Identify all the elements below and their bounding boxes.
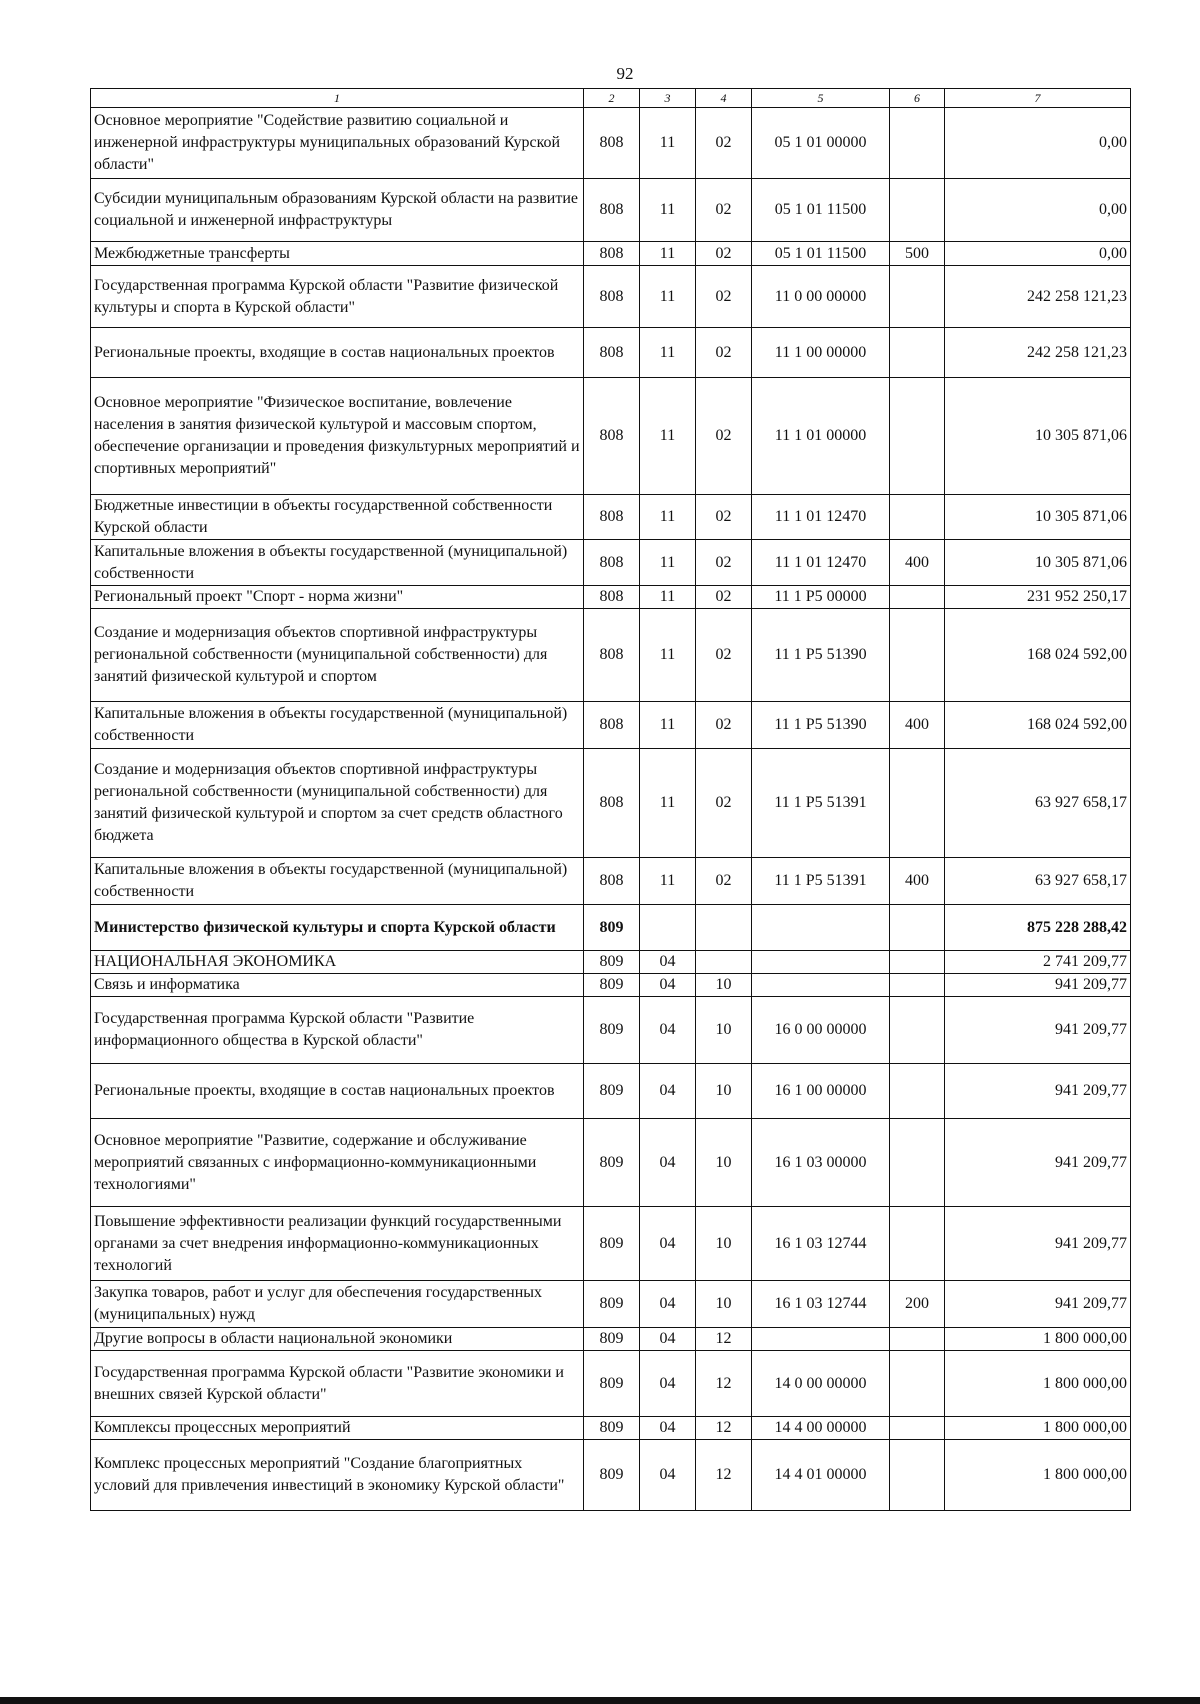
row-amount: 875 228 288,42 (945, 905, 1131, 951)
row-name: Межбюджетные трансферты (91, 242, 584, 266)
row-target-article: 11 0 00 00000 (752, 266, 890, 328)
row-expense-type (890, 749, 945, 858)
row-expense-type (890, 951, 945, 974)
row-amount: 1 800 000,00 (945, 1328, 1131, 1351)
row-ministry-code: 808 (584, 495, 640, 540)
row-expense-type (890, 997, 945, 1064)
row-target-article: 11 1 P5 51390 (752, 702, 890, 749)
row-amount: 231 952 250,17 (945, 586, 1131, 609)
row-expense-type (890, 1119, 945, 1207)
row-target-article: 14 0 00 00000 (752, 1351, 890, 1417)
row-target-article: 16 0 00 00000 (752, 997, 890, 1064)
row-target-article: 11 1 P5 51391 (752, 858, 890, 905)
row-expense-type (890, 1064, 945, 1119)
row-ministry-code: 808 (584, 586, 640, 609)
row-section: 11 (640, 858, 696, 905)
row-target-article: 11 1 P5 51390 (752, 609, 890, 702)
table-row (91, 242, 1131, 266)
row-expense-type (890, 905, 945, 951)
row-ministry-code: 809 (584, 1281, 640, 1328)
row-target-article: 05 1 01 11500 (752, 242, 890, 266)
header-col-1: 1 (91, 89, 584, 108)
row-target-article: 11 1 00 00000 (752, 328, 890, 378)
row-name: Капитальные вложения в объекты государственной (муниципальной) собственности (91, 540, 584, 586)
row-ministry-code: 809 (584, 1351, 640, 1417)
row-ministry-code: 808 (584, 266, 640, 328)
row-subsection (696, 905, 752, 951)
row-target-article: 16 1 03 12744 (752, 1281, 890, 1328)
table-row (91, 702, 1131, 749)
row-target-article: 14 4 01 00000 (752, 1440, 890, 1511)
scan-edge-bar (0, 1697, 1200, 1704)
row-amount: 941 209,77 (945, 1064, 1131, 1119)
row-amount: 941 209,77 (945, 974, 1131, 997)
row-name: Государственная программа Курской области "Развитие физической культуры и спорта в Курской области" (91, 266, 584, 328)
row-subsection: 02 (696, 108, 752, 179)
row-expense-type (890, 495, 945, 540)
row-section: 11 (640, 609, 696, 702)
row-ministry-code: 808 (584, 378, 640, 495)
table-row (91, 1119, 1131, 1207)
row-target-article (752, 905, 890, 951)
row-amount: 0,00 (945, 242, 1131, 266)
row-ministry-code: 809 (584, 1119, 640, 1207)
row-name: Связь и информатика (91, 974, 584, 997)
row-section (640, 905, 696, 951)
row-name: Другие вопросы в области национальной экономики (91, 1328, 584, 1351)
row-section: 04 (640, 1064, 696, 1119)
row-section: 11 (640, 108, 696, 179)
row-target-article: 16 1 00 00000 (752, 1064, 890, 1119)
header-col-2: 2 (584, 89, 640, 108)
row-name: Закупка товаров, работ и услуг для обеспечения государственных (муниципальных) нужд (91, 1281, 584, 1328)
row-subsection: 10 (696, 1207, 752, 1281)
row-subsection: 02 (696, 858, 752, 905)
row-section: 04 (640, 1328, 696, 1351)
row-section: 11 (640, 540, 696, 586)
row-amount: 168 024 592,00 (945, 702, 1131, 749)
table-row (91, 328, 1131, 378)
table-row (91, 495, 1131, 540)
row-amount: 0,00 (945, 179, 1131, 242)
row-amount: 941 209,77 (945, 1207, 1131, 1281)
table-row (91, 749, 1131, 858)
row-amount: 10 305 871,06 (945, 495, 1131, 540)
table-row (91, 1417, 1131, 1440)
row-name: Региональные проекты, входящие в состав национальных проектов (91, 1064, 584, 1119)
row-section: 04 (640, 1207, 696, 1281)
row-subsection: 10 (696, 974, 752, 997)
row-section: 11 (640, 242, 696, 266)
table-row (91, 540, 1131, 586)
row-subsection: 12 (696, 1417, 752, 1440)
row-expense-type (890, 586, 945, 609)
header-col-3: 3 (640, 89, 696, 108)
row-section: 04 (640, 997, 696, 1064)
row-expense-type (890, 1207, 945, 1281)
row-ministry-code: 809 (584, 1064, 640, 1119)
row-amount: 168 024 592,00 (945, 609, 1131, 702)
row-section: 04 (640, 1440, 696, 1511)
row-amount: 1 800 000,00 (945, 1351, 1131, 1417)
table-row (91, 266, 1131, 328)
row-expense-type (890, 609, 945, 702)
row-name: Государственная программа Курской области "Развитие информационного общества в Курской области" (91, 997, 584, 1064)
row-target-article: 05 1 01 00000 (752, 108, 890, 179)
row-ministry-code: 808 (584, 179, 640, 242)
row-amount: 63 927 658,17 (945, 749, 1131, 858)
row-subsection: 02 (696, 266, 752, 328)
row-section: 11 (640, 378, 696, 495)
row-name: Капитальные вложения в объекты государственной (муниципальной) собственности (91, 858, 584, 905)
row-name: Субсидии муниципальным образованиям Курской области на развитие социальной и инженерной инфраструктуры (91, 179, 584, 242)
header-col-6: 6 (890, 89, 945, 108)
row-expense-type: 400 (890, 540, 945, 586)
row-amount: 63 927 658,17 (945, 858, 1131, 905)
row-section: 04 (640, 1119, 696, 1207)
row-section: 04 (640, 951, 696, 974)
row-subsection: 02 (696, 179, 752, 242)
row-amount: 941 209,77 (945, 997, 1131, 1064)
row-name: Капитальные вложения в объекты государственной (муниципальной) собственности (91, 702, 584, 749)
row-expense-type (890, 1328, 945, 1351)
table-row (91, 1351, 1131, 1417)
row-ministry-code: 808 (584, 749, 640, 858)
row-expense-type (890, 108, 945, 179)
row-subsection: 10 (696, 1119, 752, 1207)
row-subsection: 02 (696, 586, 752, 609)
row-section: 11 (640, 266, 696, 328)
row-subsection: 02 (696, 749, 752, 858)
row-subsection (696, 951, 752, 974)
table-row (91, 1207, 1131, 1281)
row-name: Создание и модернизация объектов спортивной инфраструктуры региональной собственности (муниципальной собственности) для занятий физической культурой и спортом (91, 609, 584, 702)
row-subsection: 02 (696, 702, 752, 749)
row-amount: 242 258 121,23 (945, 328, 1131, 378)
row-ministry-code: 808 (584, 540, 640, 586)
row-ministry-code: 808 (584, 609, 640, 702)
row-section: 11 (640, 586, 696, 609)
header-col-5: 5 (752, 89, 890, 108)
row-expense-type (890, 1417, 945, 1440)
table-row (91, 179, 1131, 242)
row-ministry-code: 809 (584, 951, 640, 974)
row-expense-type (890, 266, 945, 328)
row-subsection: 02 (696, 328, 752, 378)
row-expense-type (890, 378, 945, 495)
row-name: Основное мероприятие "Содействие развитию социальной и инженерной инфраструктуры муниципальных образований Курской области" (91, 108, 584, 179)
row-section: 04 (640, 1417, 696, 1440)
row-ministry-code: 809 (584, 974, 640, 997)
row-ministry-code: 808 (584, 328, 640, 378)
table-row (91, 974, 1131, 997)
row-amount: 2 741 209,77 (945, 951, 1131, 974)
row-name: Государственная программа Курской области "Развитие экономики и внешних связей Курской области" (91, 1351, 584, 1417)
row-target-article: 11 1 01 12470 (752, 495, 890, 540)
row-expense-type (890, 1440, 945, 1511)
row-name: Повышение эффективности реализации функций государственными органами за счет внедрения информационно-коммуникационных технологий (91, 1207, 584, 1281)
row-subsection: 10 (696, 997, 752, 1064)
row-expense-type: 400 (890, 858, 945, 905)
row-section: 04 (640, 1351, 696, 1417)
row-ministry-code: 809 (584, 997, 640, 1064)
table-row (91, 997, 1131, 1064)
row-amount: 242 258 121,23 (945, 266, 1131, 328)
row-target-article: 11 1 P5 00000 (752, 586, 890, 609)
row-amount: 1 800 000,00 (945, 1440, 1131, 1511)
row-target-article: 14 4 00 00000 (752, 1417, 890, 1440)
row-name: Комплекс процессных мероприятий "Создание благоприятных условий для привлечения инвестиций в экономику Курской области" (91, 1440, 584, 1511)
row-expense-type (890, 1351, 945, 1417)
row-ministry-code: 808 (584, 858, 640, 905)
row-target-article: 11 1 01 12470 (752, 540, 890, 586)
table-row (91, 586, 1131, 609)
row-subsection: 02 (696, 495, 752, 540)
row-name: НАЦИОНАЛЬНАЯ ЭКОНОМИКА (91, 951, 584, 974)
row-section: 11 (640, 749, 696, 858)
row-target-article: 11 1 P5 51391 (752, 749, 890, 858)
row-expense-type: 400 (890, 702, 945, 749)
row-subsection: 12 (696, 1351, 752, 1417)
table-row (91, 951, 1131, 974)
row-expense-type (890, 974, 945, 997)
table-row (91, 1064, 1131, 1119)
row-expense-type (890, 179, 945, 242)
row-section: 11 (640, 328, 696, 378)
row-amount: 941 209,77 (945, 1281, 1131, 1328)
row-ministry-code: 809 (584, 1417, 640, 1440)
header-row (91, 89, 1131, 108)
row-target-article: 11 1 01 00000 (752, 378, 890, 495)
budget-table (90, 88, 1131, 1511)
row-ministry-code: 809 (584, 1328, 640, 1351)
table-row (91, 1440, 1131, 1511)
row-ministry-code: 808 (584, 702, 640, 749)
table-row (91, 378, 1131, 495)
row-ministry-code: 808 (584, 242, 640, 266)
table-row (91, 1281, 1131, 1328)
table-row (91, 609, 1131, 702)
row-target-article (752, 951, 890, 974)
row-name: Создание и модернизация объектов спортивной инфраструктуры региональной собственности (муниципальной собственности) для занятий физической культурой и спортом за счет средств областного бюджета (91, 749, 584, 858)
row-expense-type (890, 328, 945, 378)
header-col-7: 7 (945, 89, 1131, 108)
table-row (91, 858, 1131, 905)
row-name: Региональные проекты, входящие в состав национальных проектов (91, 328, 584, 378)
row-ministry-code: 809 (584, 1440, 640, 1511)
row-ministry-code: 808 (584, 108, 640, 179)
row-section: 11 (640, 179, 696, 242)
row-subsection: 02 (696, 540, 752, 586)
row-amount: 10 305 871,06 (945, 378, 1131, 495)
row-subsection: 10 (696, 1064, 752, 1119)
row-name: Региональный проект "Спорт - норма жизни" (91, 586, 584, 609)
row-subsection: 02 (696, 378, 752, 495)
row-name: Основное мероприятие "Физическое воспитание, вовлечение населения в занятия физической культурой и массовым спортом, обеспечение организации и проведения физкультурных мероприятий и спортивных мероприятий" (91, 378, 584, 495)
row-subsection: 10 (696, 1281, 752, 1328)
row-subsection: 02 (696, 609, 752, 702)
row-subsection: 12 (696, 1440, 752, 1511)
header-col-4: 4 (696, 89, 752, 108)
row-expense-type: 500 (890, 242, 945, 266)
page-number: 92 (616, 64, 634, 83)
row-ministry-code: 809 (584, 1207, 640, 1281)
row-amount: 0,00 (945, 108, 1131, 179)
row-section: 04 (640, 1281, 696, 1328)
row-name: Бюджетные инвестиции в объекты государственной собственности Курской области (91, 495, 584, 540)
table-row (91, 108, 1131, 179)
table-row-ministry-total (91, 905, 1131, 951)
row-section: 11 (640, 702, 696, 749)
row-expense-type: 200 (890, 1281, 945, 1328)
row-target-article: 05 1 01 11500 (752, 179, 890, 242)
row-amount: 10 305 871,06 (945, 540, 1131, 586)
row-subsection: 12 (696, 1328, 752, 1351)
row-target-article: 16 1 03 12744 (752, 1207, 890, 1281)
row-target-article (752, 974, 890, 997)
row-section: 11 (640, 495, 696, 540)
table-row (91, 1328, 1131, 1351)
row-section: 04 (640, 974, 696, 997)
row-amount: 1 800 000,00 (945, 1417, 1131, 1440)
row-subsection: 02 (696, 242, 752, 266)
row-amount: 941 209,77 (945, 1119, 1131, 1207)
row-target-article: 16 1 03 00000 (752, 1119, 890, 1207)
row-target-article (752, 1328, 890, 1351)
row-name: Комплексы процессных мероприятий (91, 1417, 584, 1440)
row-name: Министерство физической культуры и спорта Курской области (91, 905, 584, 951)
row-ministry-code: 809 (584, 905, 640, 951)
row-name: Основное мероприятие "Развитие, содержание и обслуживание мероприятий связанных с информационно-коммуникационными технологиями" (91, 1119, 584, 1207)
